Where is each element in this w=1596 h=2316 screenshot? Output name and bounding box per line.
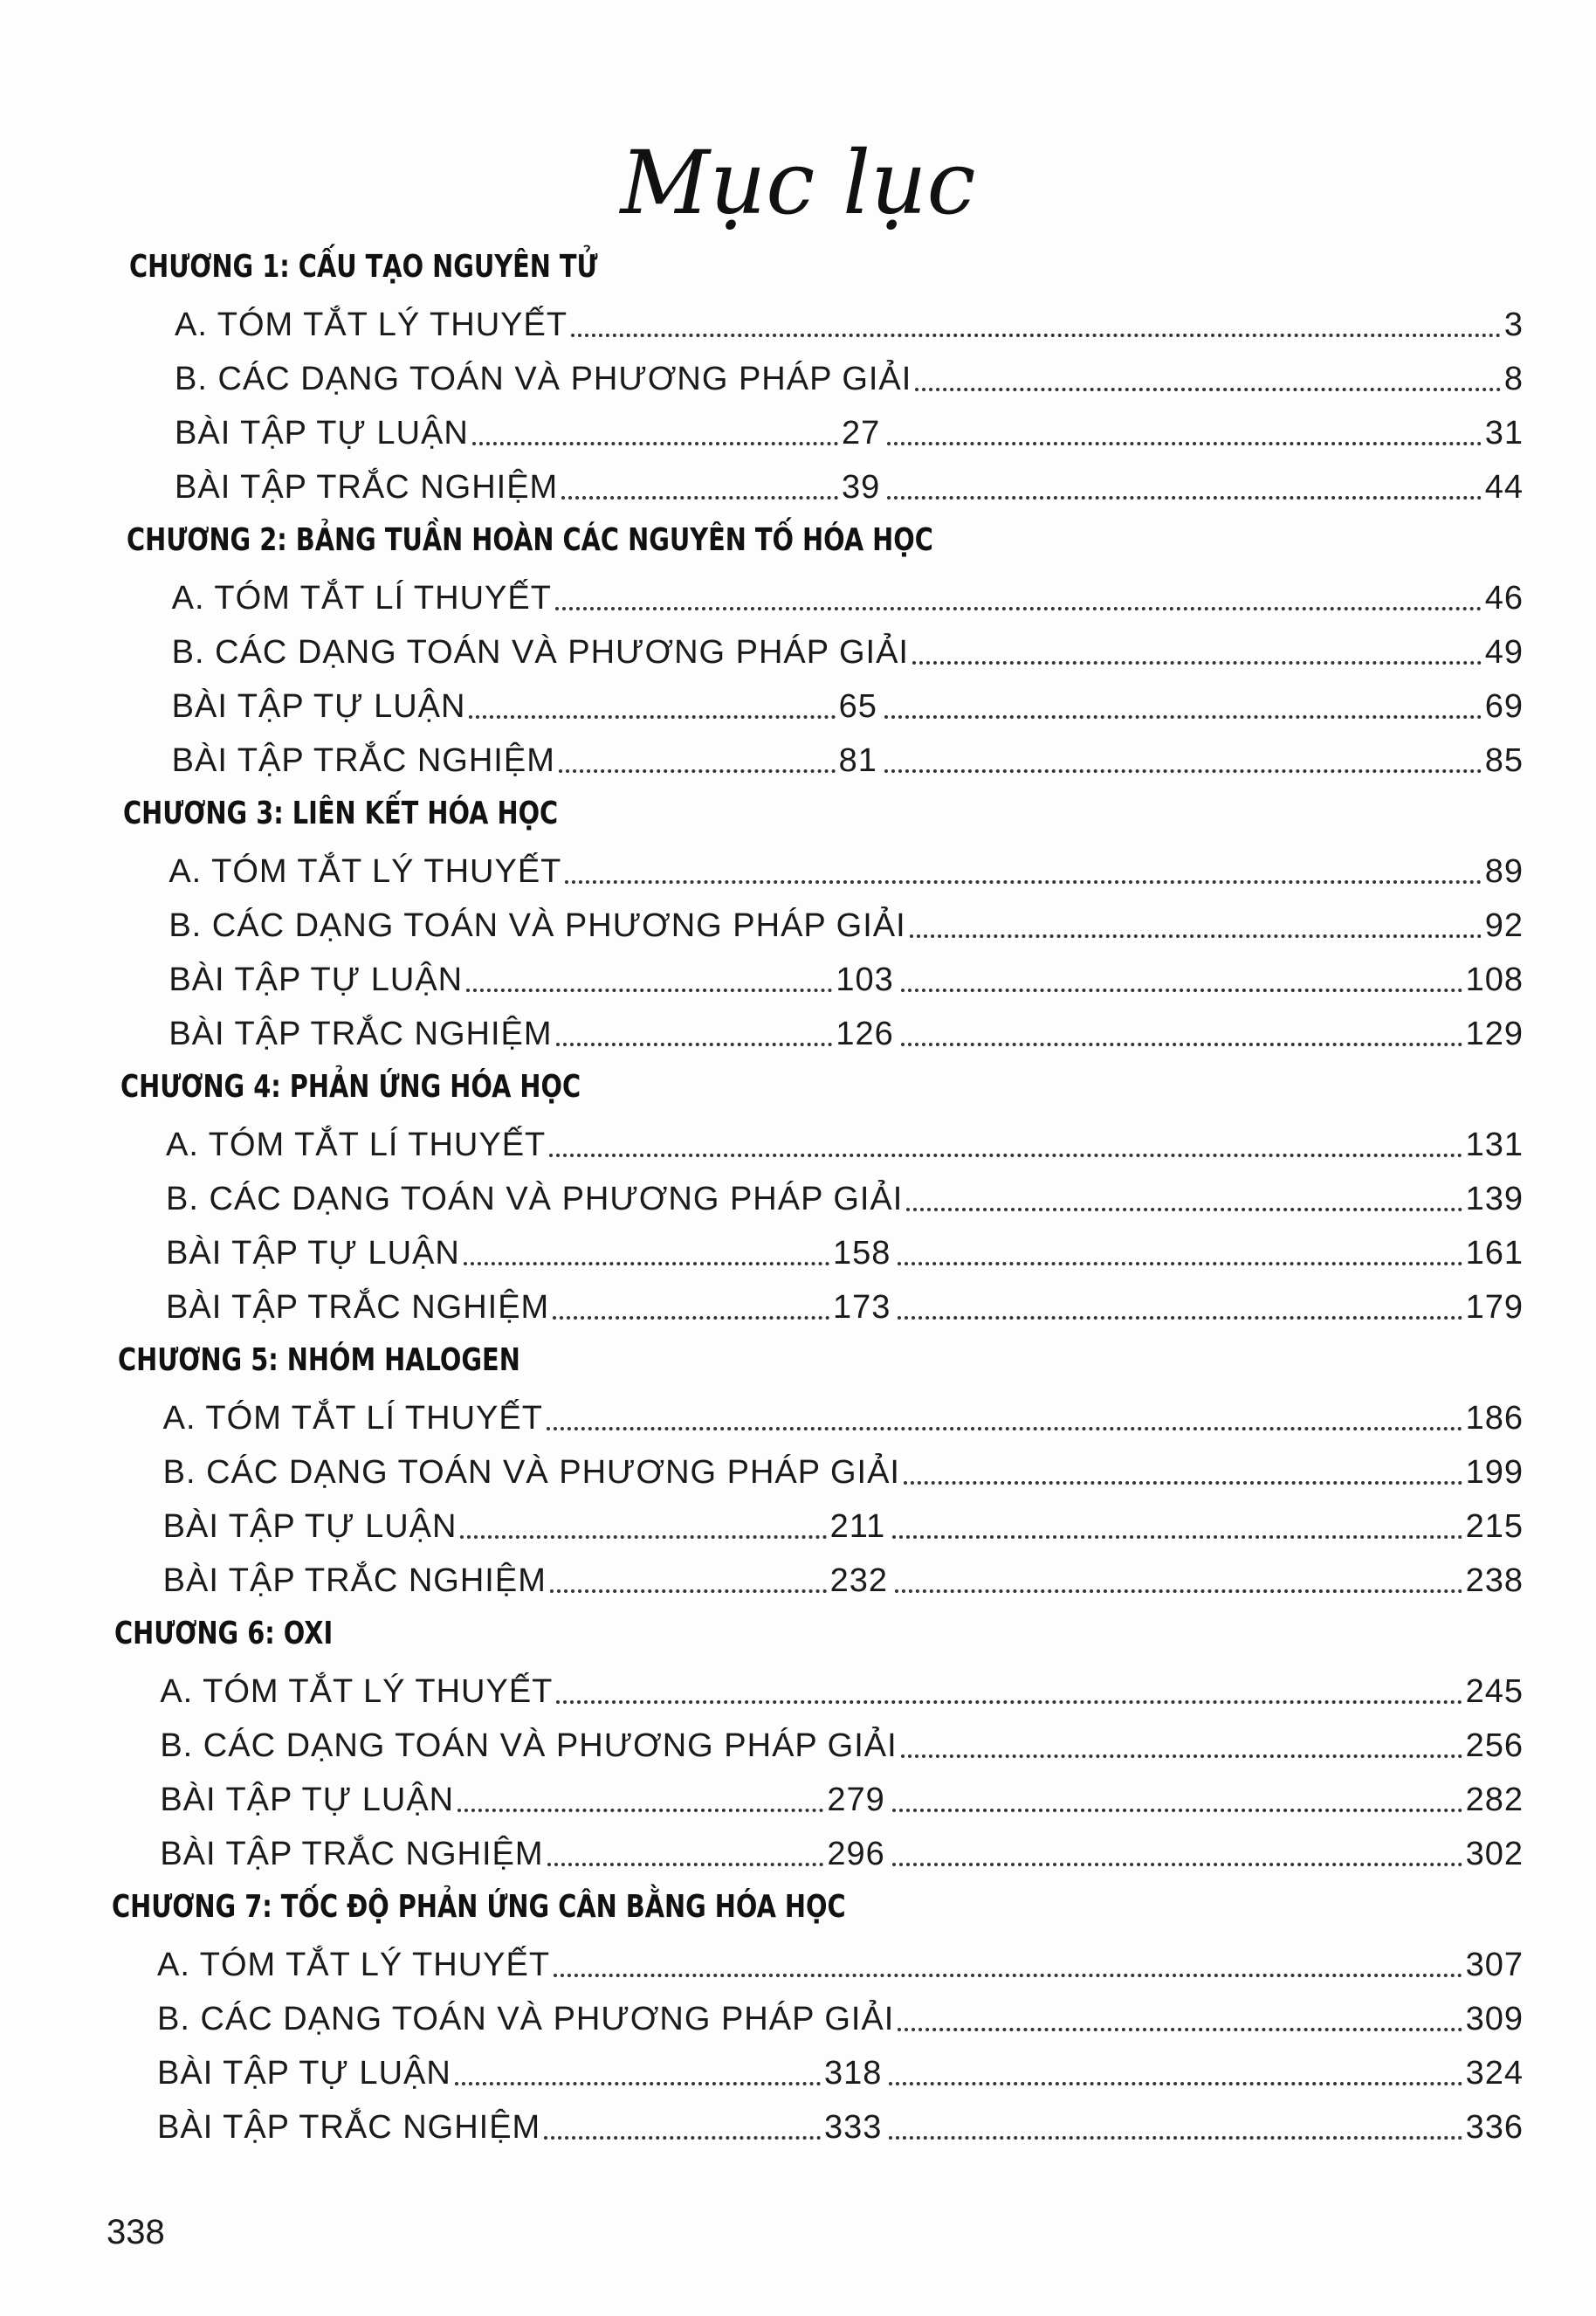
toc-entry-label: A. TÓM TẮT LÍ THUYẾT bbox=[162, 1400, 543, 1437]
toc-entry bbox=[169, 847, 1524, 891]
dot-leader bbox=[889, 2080, 1462, 2085]
toc-entry-page: 49 bbox=[1484, 634, 1524, 671]
chapter-heading: CHƯƠNG 7: TỐC ĐỘ PHẢN ỨNG CÂN BẰNG HÓA HỌC bbox=[112, 1889, 846, 1925]
toc-entry-label: B. CÁC DẠNG TOÁN VÀ PHƯƠNG PHÁP GIẢI bbox=[157, 2001, 895, 2037]
toc-entry-label: BÀI TẬP TRẮC NGHIỆM bbox=[169, 1016, 553, 1052]
dot-leader bbox=[898, 1260, 1462, 1265]
toc-entry-page: 131 bbox=[1465, 1127, 1524, 1163]
dot-leader bbox=[556, 1699, 1462, 1704]
toc-entry-page: 238 bbox=[1465, 1562, 1524, 1599]
toc-entry-label: B. CÁC DẠNG TOÁN VÀ PHƯƠNG PHÁP GIẢI bbox=[171, 634, 909, 671]
toc-entry-label: A. TÓM TẮT LÍ THUYẾT bbox=[166, 1127, 547, 1163]
toc-entry bbox=[175, 355, 1524, 398]
toc-entry bbox=[160, 1721, 1524, 1765]
dot-leader bbox=[898, 1314, 1462, 1320]
toc-entry-label: B. CÁC DẠNG TOÁN VÀ PHƯƠNG PHÁP GIẢI bbox=[166, 1181, 904, 1217]
toc-entry bbox=[175, 463, 1524, 507]
toc-entry-label: A. TÓM TẮT LÍ THUYẾT bbox=[171, 580, 552, 617]
toc-entry bbox=[157, 1940, 1524, 1984]
toc-entry-page: 44 bbox=[1484, 469, 1524, 506]
toc-entry bbox=[160, 1830, 1524, 1873]
toc-entry-page: 324 bbox=[1465, 2055, 1524, 2092]
dot-leader bbox=[464, 1260, 829, 1265]
toc-entry-page-start: 318 bbox=[824, 2055, 883, 2092]
toc-entry-page: 309 bbox=[1465, 2001, 1524, 2037]
dot-leader bbox=[555, 605, 1482, 610]
toc-entry-label: B. CÁC DẠNG TOÁN VÀ PHƯƠNG PHÁP GIẢI bbox=[162, 1454, 900, 1491]
dot-leader bbox=[455, 2080, 821, 2085]
toc-entry-page: 89 bbox=[1484, 853, 1524, 890]
toc-entry-page-start: 103 bbox=[836, 962, 894, 998]
dot-leader bbox=[884, 768, 1482, 773]
toc-entry bbox=[172, 628, 1524, 672]
toc-entry-page: 108 bbox=[1465, 962, 1524, 998]
chapter-heading: CHƯƠNG 1: CẤU TẠO NGUYÊN TỬ bbox=[129, 249, 598, 285]
dot-leader bbox=[561, 494, 838, 500]
dot-leader bbox=[550, 1588, 827, 1593]
toc-entry bbox=[169, 901, 1524, 945]
dot-leader bbox=[472, 440, 838, 445]
toc-entry bbox=[166, 1283, 1524, 1327]
dot-leader bbox=[547, 1425, 1462, 1430]
dot-leader bbox=[466, 987, 832, 992]
toc-entry-page: 245 bbox=[1465, 1673, 1524, 1710]
dot-leader bbox=[547, 1861, 824, 1866]
toc-entry-page-start: 81 bbox=[838, 742, 877, 779]
toc-entry-page-start: 279 bbox=[827, 1782, 885, 1818]
dot-leader bbox=[901, 987, 1462, 992]
toc-entry-page-start: 158 bbox=[833, 1235, 891, 1272]
toc-entry-label: BÀI TẬP TRẮC NGHIỆM bbox=[171, 742, 555, 779]
toc-entry-page-start: 27 bbox=[842, 415, 881, 451]
toc-entry bbox=[169, 955, 1524, 999]
toc-entry bbox=[175, 409, 1524, 452]
toc-entry-label: A. TÓM TẮT LÝ THUYẾT bbox=[157, 1947, 551, 1983]
toc-entry-label: B. CÁC DẠNG TOÁN VÀ PHƯƠNG PHÁP GIẢI bbox=[160, 1727, 898, 1764]
dot-leader bbox=[554, 1972, 1462, 1977]
toc-entry-page-start: 296 bbox=[827, 1836, 885, 1872]
toc-entry-label: BÀI TẬP TỰ LUẬN bbox=[160, 1782, 455, 1818]
toc-entry-label: BÀI TẬP TỰ LUẬN bbox=[169, 962, 464, 998]
toc-entry-page: 161 bbox=[1465, 1235, 1524, 1272]
dot-leader bbox=[553, 1314, 829, 1320]
dot-leader bbox=[457, 1807, 823, 1812]
chapter-heading: CHƯƠNG 4: PHẢN ỨNG HÓA HỌC bbox=[120, 1069, 581, 1105]
dot-leader bbox=[565, 879, 1481, 884]
toc-entry-page: 256 bbox=[1465, 1727, 1524, 1764]
toc-entry-page-start: 211 bbox=[829, 1508, 886, 1545]
dot-leader bbox=[460, 1534, 826, 1539]
toc-entry-page: 8 bbox=[1503, 361, 1524, 397]
dot-leader bbox=[887, 440, 1481, 445]
toc-entry-page: 199 bbox=[1465, 1454, 1524, 1491]
toc-entry bbox=[160, 1775, 1524, 1819]
dot-leader bbox=[549, 1152, 1462, 1157]
toc-entry-label: A. TÓM TẮT LÝ THUYẾT bbox=[175, 307, 568, 343]
toc-entry-page: 46 bbox=[1484, 580, 1524, 617]
page-number: 338 bbox=[107, 2213, 165, 2251]
toc-entry-label: BÀI TẬP TRẮC NGHIỆM bbox=[160, 1836, 544, 1872]
toc-entry-page: 186 bbox=[1465, 1400, 1524, 1437]
toc-entry bbox=[163, 1502, 1524, 1546]
toc-entry bbox=[163, 1394, 1524, 1437]
toc-entry-page: 282 bbox=[1465, 1782, 1524, 1818]
dot-leader bbox=[910, 933, 1482, 938]
dot-leader bbox=[912, 659, 1482, 665]
dot-leader bbox=[901, 1753, 1462, 1758]
toc-entry-page: 31 bbox=[1484, 415, 1524, 451]
dot-leader bbox=[901, 1041, 1462, 1046]
dot-leader bbox=[898, 2026, 1462, 2031]
dot-leader bbox=[559, 768, 836, 773]
dot-leader bbox=[892, 1807, 1462, 1812]
chapter-heading: CHƯƠNG 6: OXI bbox=[114, 1616, 334, 1651]
dot-leader bbox=[469, 713, 835, 719]
toc-entry-label: BÀI TẬP TỰ LUẬN bbox=[157, 2055, 451, 2092]
toc-entry bbox=[157, 2103, 1524, 2147]
dot-leader bbox=[892, 1861, 1462, 1866]
dot-leader bbox=[895, 1588, 1462, 1593]
toc-entry bbox=[157, 1995, 1524, 2038]
chapter-heading: CHƯƠNG 3: LIÊN KẾT HÓA HỌC bbox=[123, 796, 559, 831]
toc-entry bbox=[166, 1120, 1524, 1164]
toc-entry-label: B. CÁC DẠNG TOÁN VÀ PHƯƠNG PHÁP GIẢI bbox=[175, 361, 912, 397]
toc-entry-page-start: 39 bbox=[842, 469, 881, 506]
toc-entry bbox=[172, 736, 1524, 780]
toc-entry-page: 307 bbox=[1465, 1947, 1524, 1983]
toc-entry-label: B. CÁC DẠNG TOÁN VÀ PHƯƠNG PHÁP GIẢI bbox=[169, 907, 906, 944]
toc-entry-page-start: 65 bbox=[838, 688, 877, 725]
toc-entry-label: BÀI TẬP TRẮC NGHIỆM bbox=[157, 2109, 541, 2146]
toc-entry bbox=[169, 1010, 1524, 1053]
toc-entry-page-start: 173 bbox=[833, 1289, 891, 1326]
toc-entry-label: BÀI TẬP TRẮC NGHIỆM bbox=[166, 1289, 550, 1326]
chapter-heading: CHƯƠNG 5: NHÓM HALOGEN bbox=[117, 1342, 520, 1378]
dot-leader bbox=[887, 494, 1481, 500]
dot-leader bbox=[889, 2134, 1462, 2140]
toc-entry bbox=[157, 2049, 1524, 2092]
toc-entry-page-start: 333 bbox=[824, 2109, 883, 2146]
toc-entry bbox=[172, 574, 1524, 617]
dot-leader bbox=[904, 1479, 1462, 1485]
chapter-heading: CHƯƠNG 2: BẢNG TUẦN HOÀN CÁC NGUYÊN TỐ HÓA HỌC bbox=[126, 522, 933, 558]
toc-entry-page: 69 bbox=[1484, 688, 1524, 725]
toc-entry-page: 3 bbox=[1503, 307, 1524, 343]
toc-entry bbox=[163, 1556, 1524, 1600]
toc-entry bbox=[163, 1448, 1524, 1492]
toc-entry-label: BÀI TẬP TỰ LUẬN bbox=[175, 415, 469, 451]
toc-entry-page: 179 bbox=[1465, 1289, 1524, 1326]
toc-entry-label: A. TÓM TẮT LÝ THUYẾT bbox=[169, 853, 562, 890]
toc-entry-label: BÀI TẬP TRẮC NGHIỆM bbox=[162, 1562, 547, 1599]
toc-entry-page: 336 bbox=[1465, 2109, 1524, 2146]
toc-entry-label: BÀI TẬP TỰ LUẬN bbox=[166, 1235, 460, 1272]
toc-entry-page-start: 232 bbox=[829, 1562, 889, 1599]
toc-entry-label: BÀI TẬP TỰ LUẬN bbox=[162, 1508, 457, 1545]
dot-leader bbox=[915, 386, 1501, 391]
toc-entry-page: 139 bbox=[1465, 1181, 1524, 1217]
toc-entry-label: A. TÓM TẮT LÝ THUYẾT bbox=[160, 1673, 554, 1710]
toc-entry-page: 215 bbox=[1465, 1508, 1524, 1545]
toc-entry bbox=[172, 682, 1524, 726]
toc-entry bbox=[175, 300, 1524, 344]
toc-entry-page: 85 bbox=[1484, 742, 1524, 779]
toc-entry-label: BÀI TẬP TỰ LUẬN bbox=[171, 688, 466, 725]
dot-leader bbox=[571, 332, 1501, 337]
dot-leader bbox=[906, 1206, 1462, 1211]
dot-leader bbox=[892, 1534, 1462, 1539]
toc-entry bbox=[166, 1229, 1524, 1272]
toc-entry-page: 92 bbox=[1484, 907, 1524, 944]
page-title: Mục lục bbox=[620, 132, 976, 234]
toc-entry-page: 302 bbox=[1465, 1836, 1524, 1872]
toc-entry-page: 129 bbox=[1465, 1016, 1524, 1052]
dot-leader bbox=[556, 1041, 833, 1046]
toc-entry-label: BÀI TẬP TRẮC NGHIỆM bbox=[175, 469, 559, 506]
toc-entry bbox=[160, 1667, 1524, 1711]
toc-entry-page-start: 126 bbox=[836, 1016, 894, 1052]
dot-leader bbox=[544, 2134, 821, 2140]
dot-leader bbox=[884, 713, 1482, 719]
toc-entry bbox=[166, 1175, 1524, 1218]
